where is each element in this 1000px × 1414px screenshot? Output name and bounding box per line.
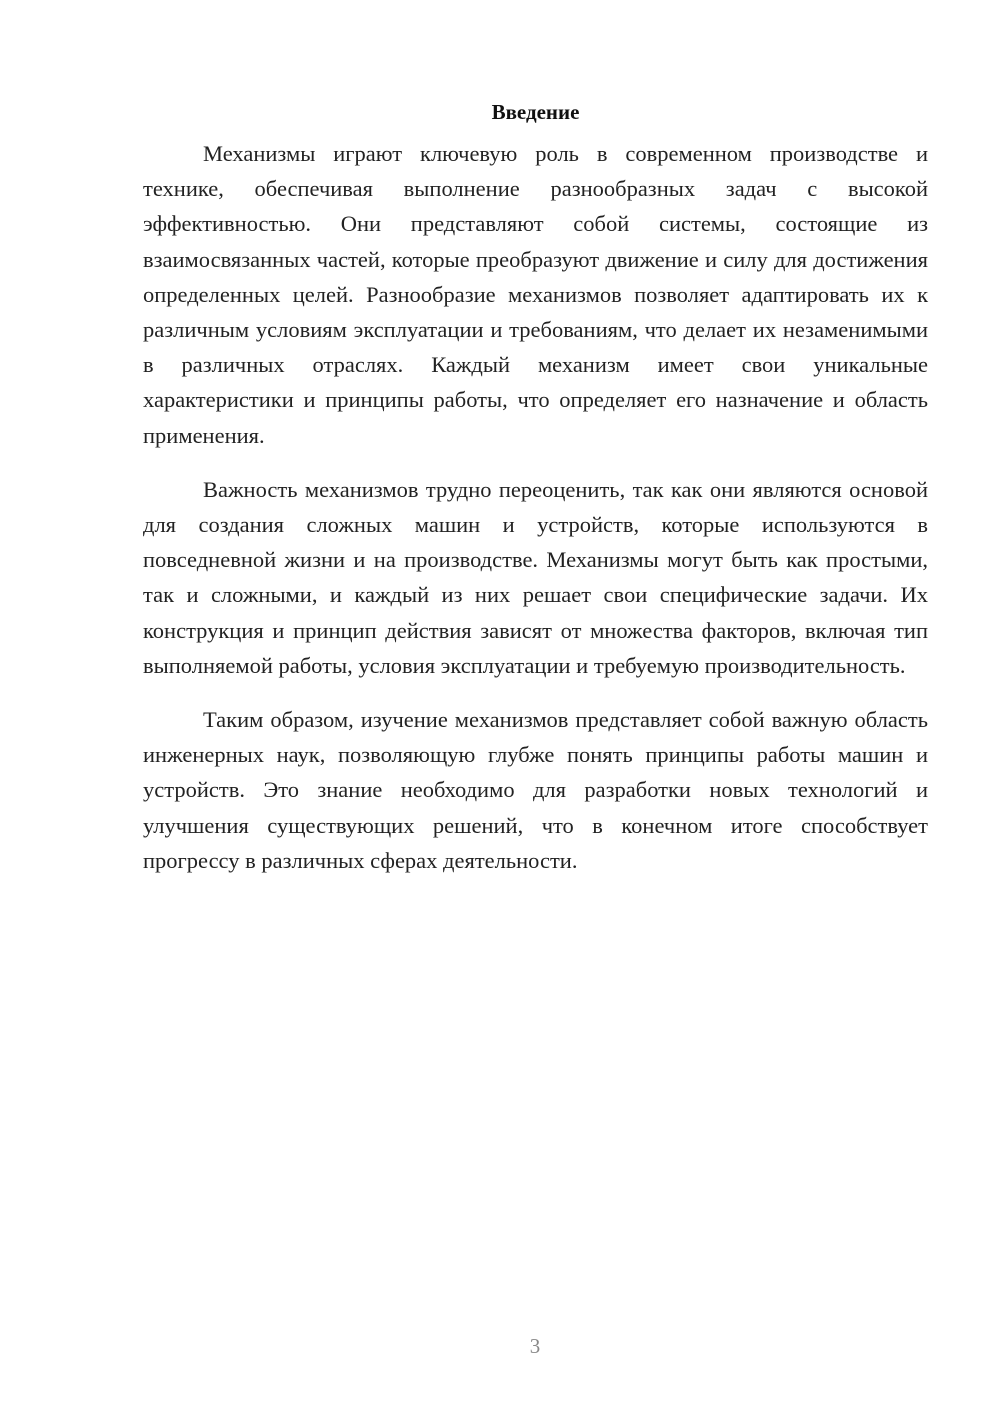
paragraph-1: Механизмы играют ключевую роль в современном производстве и технике, обеспечивая выполнение разнообразных задач с высокой эффективностью. Они представляют собой системы, состоящие из взаимосвязанных частей, которые преобразуют движение и силу для достижения определенных целей. Разнообразие механизмов позволяет адаптировать их к различным условиям эксплуатации и требованиям, что делает их незаменимыми в различных отраслях. Каждый механизм имеет свои уникальные характеристики и принципы работы, что определяет его назначение и область применения.: [143, 141, 928, 448]
paragraph-2: Важность механизмов трудно переоценить, так как они являются основой для создания сложных машин и устройств, которые используются в повседневной жизни и на производстве. Механизмы могут быть как простыми, так и сложными, и каждый из них решает свои специфические задачи. Их конструкция и принцип действия зависят от множества факторов, включая тип выполняемой работы, условия эксплуатации и требуемую производительность.: [143, 476, 928, 678]
page-number: 3: [529, 1334, 541, 1358]
page-content: [143, 96, 928, 897]
paragraph-3: Таким образом, изучение механизмов представляет собой важную область инженерных наук, позволяющую глубже понять принципы работы машин и устройств. Это знание необходимо для разработки новых технологий и улучшения существующих решений, что в конечном итоге способствует прогрессу в различных сферах деятельности.: [143, 707, 928, 873]
section-heading: Введение: [491, 100, 580, 124]
